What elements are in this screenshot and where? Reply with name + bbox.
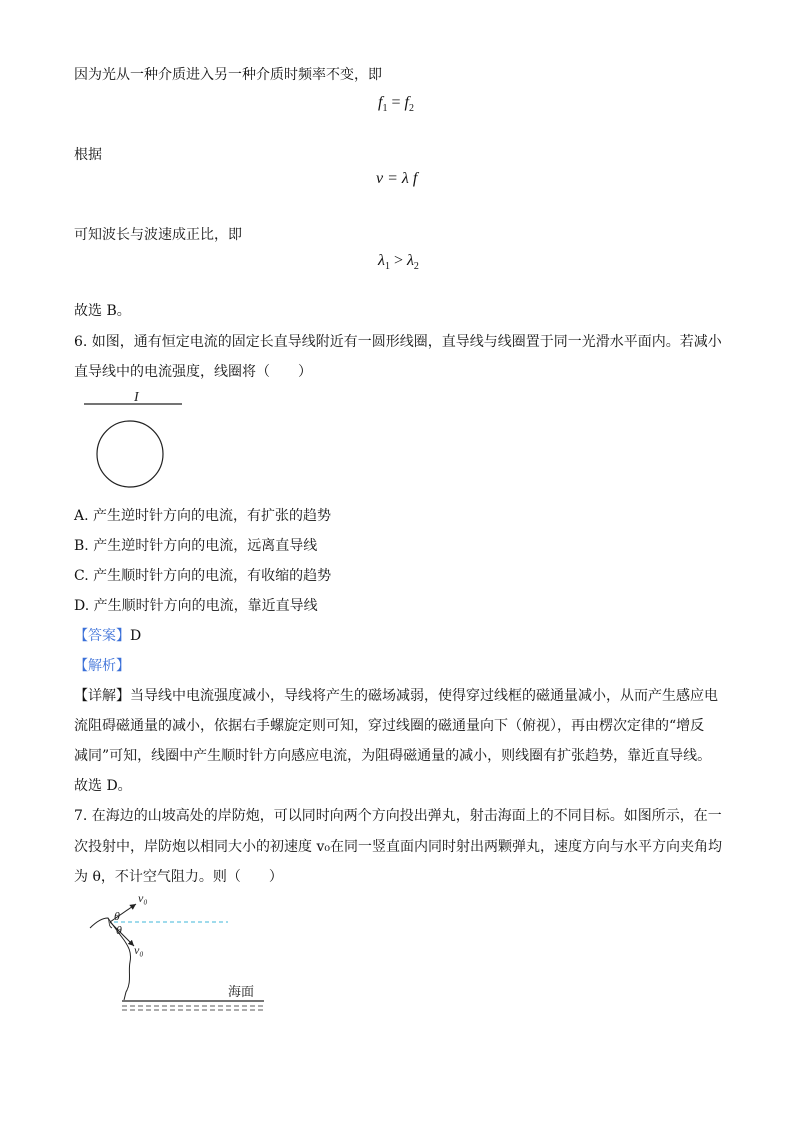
equation-frequency: $f_1 = f_2$ xyxy=(378,94,414,115)
q6-stem-line2: 直导线中的电流强度，线圈将（ ） xyxy=(74,364,312,380)
theta-bottom-label: θ xyxy=(116,923,122,937)
q6-analysis-tag: 【解析】 xyxy=(74,658,130,674)
q6-stem-line1: 6. 如图，通有恒定电流的固定长直导线附近有一圆形线圈，直导线与线圈置于同一光滑水平面内。若减小 xyxy=(74,334,722,350)
theta-top-label: θ xyxy=(114,909,120,923)
answer-value: D xyxy=(130,628,142,644)
intro-text-3: 可知波长与波速成正比，即 xyxy=(74,227,242,243)
v0-top-label: v₀ xyxy=(138,891,148,905)
equation-wavelength: $\lambda_1 > \lambda_2$ xyxy=(378,252,419,273)
q7-stem-line2: 次投射中，岸防炮以相同大小的初速度 v₀在同一竖直面内同时射出两颗弹丸，速度方向与水平方向夹角均 xyxy=(74,839,722,855)
current-label: I xyxy=(134,390,139,405)
q6-conclusion: 故选 D。 xyxy=(74,778,132,794)
coil-circle xyxy=(97,421,163,487)
q6-answer xyxy=(74,625,141,645)
velocity-arrow-down xyxy=(110,922,134,946)
q7-stem-line1: 7. 在海边的山坡高处的岸防炮，可以同时向两个方向投出弹丸，射击海面上的不同目标。如图所示，在一 xyxy=(74,808,722,824)
q6-option-d: D. 产生顺时针方向的电流，靠近直导线 xyxy=(74,598,318,614)
cliff-outline xyxy=(90,918,131,1000)
q7-stem-line3: 为 θ，不计空气阻力。则（ ） xyxy=(74,869,283,885)
detail-tag: 【详解】 xyxy=(74,688,130,704)
q6-detail-line1: 【详解】当导线中电流强度减小，导线将产生的磁场减弱，使得穿过线框的磁通量减小，从而产生感应电 xyxy=(74,688,718,704)
q6-detail-line2: 流阻碍磁通量的减小，依据右手螺旋定则可知，穿过线圈的磁通量向下（俯视），再由楞次定律的“增反 xyxy=(74,718,705,734)
intro-text-2: 根据 xyxy=(74,147,102,163)
q6-option-b: B. 产生逆时针方向的电流，远离直导线 xyxy=(74,538,318,554)
answer-tag: 【答案】 xyxy=(74,628,130,644)
q6-option-c: C. 产生顺时针方向的电流，有收缩的趋势 xyxy=(74,568,332,584)
v0-bottom-label: v₀ xyxy=(134,943,144,957)
conclusion-q5: 故选 B。 xyxy=(74,303,131,319)
intro-text-1: 因为光从一种介质进入另一种介质时频率不变，即 xyxy=(74,67,382,83)
q6-figure xyxy=(80,388,190,498)
equation-wave-speed: v = λ f xyxy=(376,170,418,187)
sea-label: 海面 xyxy=(228,984,255,999)
q6-option-a: A. 产生逆时针方向的电流，有扩张的趋势 xyxy=(74,508,332,524)
q6-detail-line3: 减同”可知，线圈中产生顺时针方向感应电流，为阻碍磁通量的减小，则线圈有扩张趋势，靠近直导线。 xyxy=(74,748,712,764)
q7-figure xyxy=(88,888,278,1018)
